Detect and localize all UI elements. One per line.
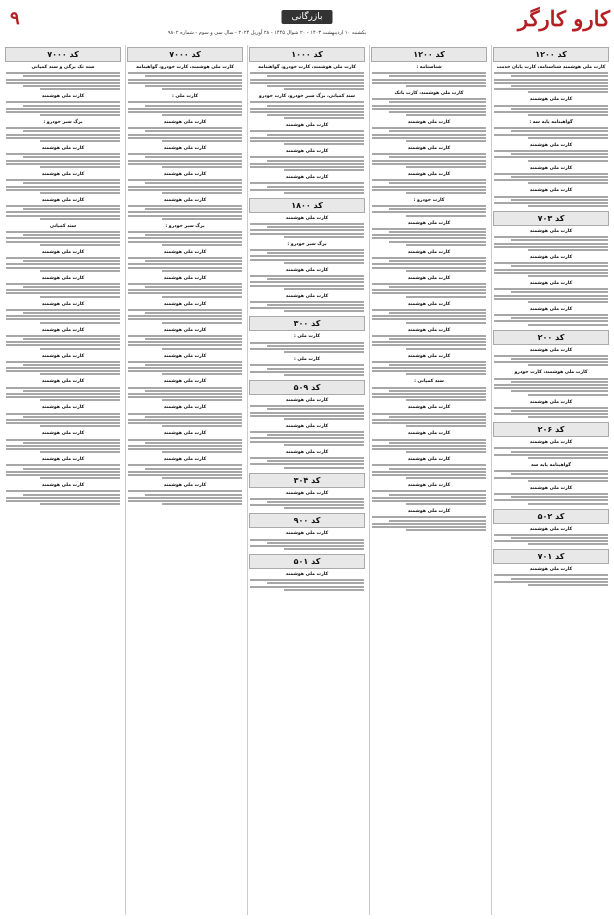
ad-title: کارت ملی هوشمند	[41, 275, 85, 281]
classified-ad	[128, 65, 242, 90]
classified-ad	[128, 276, 242, 298]
classified-ad	[494, 400, 608, 419]
ad-title: کارت ملی هوشمند	[407, 509, 451, 515]
ad-title: کارت ملی هوشمند	[163, 457, 207, 463]
classified-ad	[250, 294, 364, 313]
ad-title: کارت ملی هوشمند	[407, 353, 451, 359]
ad-title: کارت ملی هوشمند	[529, 399, 573, 405]
code-header: کد ۱۰۰۰	[249, 47, 365, 62]
classified-ad	[128, 483, 242, 505]
ad-title: کارت ملی هوشمند	[407, 146, 451, 151]
ad-body-text	[494, 127, 608, 139]
code-header: کد ۳۰۰	[249, 316, 365, 331]
classified-ad	[250, 216, 364, 238]
classified-ad	[6, 224, 120, 246]
code-header: کد ۵۰۲	[493, 509, 609, 524]
classified-ad	[6, 405, 120, 427]
ad-body-text	[6, 205, 120, 220]
classified-ad	[372, 198, 486, 217]
ad-title: کارت ملی هوشمند	[163, 197, 207, 203]
ad-body-text	[494, 574, 608, 586]
ad-body-text	[128, 72, 242, 90]
classified-ad	[6, 146, 120, 168]
classified-ad	[128, 224, 242, 246]
classified-ad	[494, 120, 608, 139]
ad-body-text	[494, 470, 608, 482]
ad-title: گواهینامه پایه سه :	[529, 120, 573, 126]
ad-body-text	[6, 464, 120, 479]
newspaper-logo: کارو کارگر	[517, 6, 610, 31]
ad-title: کارت ملی هوشمند	[41, 483, 85, 489]
classified-ad	[250, 424, 364, 446]
ad-body-text	[494, 534, 608, 546]
ad-body-text	[372, 72, 486, 87]
ad-body-text	[250, 223, 364, 238]
ad-body-text	[372, 516, 486, 531]
classified-ad	[128, 405, 242, 427]
ad-body-text	[128, 361, 242, 376]
ad-title: کارت ملی هوشمند	[407, 120, 451, 126]
ad-body-text	[250, 405, 364, 420]
ad-title: کارت ملی هوشمند	[41, 457, 85, 463]
ad-title: سند کمپانی، برگ سبز خودرو، کارت خودرو	[258, 94, 356, 100]
ad-title: کارت ملی هوشمند	[529, 165, 573, 171]
ad-body-text	[250, 539, 364, 551]
ad-title: کارت ملی هوشمند	[407, 327, 451, 333]
classified-ad	[372, 91, 486, 116]
classified-ad	[250, 242, 364, 264]
ad-body-text	[6, 361, 120, 376]
classified-ad	[128, 250, 242, 272]
ad-body-text	[6, 490, 120, 505]
ad-body-text	[250, 457, 364, 469]
ad-column	[4, 45, 122, 915]
code-header: کد ۲۰۰	[493, 330, 609, 345]
ad-title: کارت ملی هوشمند	[529, 306, 573, 312]
classified-ad	[250, 334, 364, 353]
ad-title: کارت ملی هوشمند	[407, 249, 451, 255]
code-header: کد ۵۰۹	[249, 380, 365, 395]
ad-title: برگ سبز خودرو :	[287, 241, 327, 247]
classified-ad	[494, 463, 608, 482]
classified-ad	[128, 302, 242, 324]
ad-title: کارت ملی هوشمند	[41, 405, 85, 411]
ad-title: کارت ملی هوشمند	[41, 249, 85, 255]
ad-body-text	[6, 72, 120, 90]
ad-title: کارت ملی هوشمند	[163, 327, 207, 333]
section-title: بازرگانی	[282, 10, 333, 24]
ad-title: کارت ملی هوشمند	[163, 146, 207, 151]
classified-ad	[372, 379, 486, 401]
ad-body-text	[128, 205, 242, 220]
ad-body-text	[250, 101, 364, 119]
ad-title: کارت ملی هوشمند	[41, 379, 85, 385]
classified-ad	[6, 276, 120, 298]
ad-title: کارت ملی هوشمند	[163, 301, 207, 307]
ad-body-text	[372, 413, 486, 428]
ad-title: کارت ملی هوشمند	[529, 97, 573, 103]
ad-title: کارت ملی هوشمند	[163, 275, 207, 281]
ad-body-text	[250, 156, 364, 171]
ad-title: کارت ملی هوشمند	[529, 567, 573, 573]
ad-title: کارت ملی هوشمند	[407, 431, 451, 437]
ad-title: سند کمپانی	[49, 223, 77, 229]
classified-ad	[6, 94, 120, 116]
ad-body-text	[6, 153, 120, 168]
ad-body-text	[250, 431, 364, 446]
classified-ad	[494, 567, 608, 586]
ad-column	[247, 45, 366, 915]
ad-body-text	[494, 407, 608, 419]
classified-ad	[494, 307, 608, 326]
ad-body-text	[372, 127, 486, 142]
classified-ad	[6, 65, 120, 90]
ad-title: سند تک برگی و سند کمپانی	[31, 65, 95, 70]
classified-ad	[250, 65, 364, 90]
classified-ad	[372, 431, 486, 453]
ad-title: کارت ملی :	[293, 357, 321, 363]
classified-ad	[6, 302, 120, 324]
ad-title: کارت ملی هوشمند	[285, 423, 329, 429]
ad-title: کارت ملی هوشمند	[529, 485, 573, 491]
ad-body-text	[6, 439, 120, 454]
page-number: ۹	[10, 8, 20, 29]
ad-body-text	[494, 105, 608, 117]
ad-body-text	[6, 387, 120, 402]
ad-body-text	[250, 364, 364, 376]
classified-ad	[6, 120, 120, 142]
ad-body-text	[250, 72, 364, 90]
ad-title: کارت ملی هوشمند	[529, 255, 573, 260]
ad-body-text	[128, 127, 242, 142]
ad-title: کارت ملی هوشمند	[41, 301, 85, 307]
classified-ad	[250, 149, 364, 171]
classified-ad	[6, 379, 120, 401]
ad-title: کارت ملی هوشمند، کارت خودرو، گواهینامه	[258, 65, 356, 70]
ad-title: کارت ملی هوشمند	[285, 123, 329, 129]
classified-ad	[6, 483, 120, 505]
classified-ad	[494, 97, 608, 116]
ad-title: کارت ملی هوشمند شناسنامه، کارت پایان خدمت	[496, 65, 606, 70]
ad-body-text	[372, 387, 486, 402]
classified-ad	[6, 354, 120, 376]
ad-body-text	[250, 275, 364, 290]
ad-title: کارت ملی هوشمند	[163, 483, 207, 489]
ad-body-text	[6, 309, 120, 324]
ad-title: کارت ملی هوشمند، کارت خودرو، گواهینامه	[136, 65, 234, 70]
ad-title: کارت ملی هوشمند	[285, 531, 329, 537]
classified-ad	[250, 450, 364, 469]
classified-ad	[250, 357, 364, 376]
ad-title: گواهینامه پایه سه	[531, 463, 571, 468]
classified-ad	[128, 431, 242, 453]
ad-body-text	[372, 257, 486, 272]
code-header: کد ۱۲۰۰	[493, 47, 609, 62]
ad-title: کارت ملی :	[171, 94, 199, 100]
ad-body-text	[372, 361, 486, 376]
ad-title: شناسنامه :	[416, 65, 442, 70]
ad-title: کارت ملی هوشمند	[529, 188, 573, 194]
classified-ad	[372, 457, 486, 479]
classified-ad	[6, 431, 120, 453]
ad-body-text	[6, 283, 120, 298]
classified-ad	[494, 281, 608, 303]
code-header: کد ۱۸۰۰	[249, 198, 365, 213]
classified-ad	[372, 354, 486, 376]
ad-title: کارت ملی هوشمند	[529, 280, 573, 286]
ad-title: کارت ملی هوشمند	[41, 94, 85, 100]
ad-title: کارت ملی هوشمند	[529, 229, 573, 235]
ad-title: کارت ملی هوشمند	[407, 171, 451, 177]
ad-body-text	[494, 236, 608, 251]
ad-title: کارت ملی هوشمند	[163, 353, 207, 359]
ad-body-text	[250, 182, 364, 194]
ad-body-text	[372, 205, 486, 217]
ad-body-text	[250, 301, 364, 313]
classified-ad	[250, 531, 364, 550]
ad-title: کارت ملی هوشمند	[529, 347, 573, 353]
ad-title: کارت ملی هوشمند	[163, 171, 207, 177]
classifieds-columns	[4, 45, 610, 915]
ad-body-text	[250, 249, 364, 264]
classified-ad	[250, 572, 364, 591]
ad-body-text	[250, 579, 364, 591]
ad-title: کارت ملی هوشمند	[407, 275, 451, 281]
code-header: کد ۳۰۴	[249, 473, 365, 488]
classified-ad	[372, 483, 486, 505]
classified-ad	[494, 486, 608, 505]
ad-title: کارت ملی هوشمند	[163, 120, 207, 126]
classified-ad	[128, 120, 242, 142]
ad-body-text	[128, 179, 242, 194]
code-header: کد ۷۰۳	[493, 211, 609, 226]
ad-body-text	[128, 283, 242, 298]
ad-title: کارت ملی هوشمند	[41, 353, 85, 359]
ad-title: سند کمپانی :	[414, 379, 444, 385]
dateline: یکشنبه ۱۰ اردیبهشت ۱۴۰۳ - ۲۰ شوال ۱۴۴۵ - ۲۸ آوریل ۲۰۲۴ - سال سی و سوم - شماره ۹۸۰۲	[167, 30, 367, 36]
ad-body-text	[372, 153, 486, 168]
classified-ad	[494, 348, 608, 367]
ad-body-text	[128, 439, 242, 454]
classified-ad	[128, 328, 242, 350]
classified-ad	[128, 198, 242, 220]
classified-ad	[494, 143, 608, 162]
ad-body-text	[372, 335, 486, 350]
classified-ad	[372, 328, 486, 350]
ad-body-text	[494, 173, 608, 185]
classified-ad	[6, 457, 120, 479]
classified-ad	[372, 146, 486, 168]
ad-body-text	[372, 464, 486, 479]
classified-ad	[128, 94, 242, 116]
ad-body-text	[6, 335, 120, 350]
classified-ad	[6, 172, 120, 194]
ad-body-text	[494, 447, 608, 459]
ad-title: کارت ملی هوشمند	[407, 220, 451, 226]
ad-title: کارت ملی :	[293, 334, 321, 340]
classified-ad	[372, 276, 486, 298]
ad-title: کارت ملی هوشمند	[285, 149, 329, 155]
ad-column	[491, 45, 610, 915]
ad-title: برگ سبز خودرو :	[43, 120, 83, 126]
ad-body-text	[372, 179, 486, 194]
classified-ad	[250, 491, 364, 510]
ad-body-text	[494, 288, 608, 303]
ad-title: کارت ملی هوشمند	[529, 440, 573, 446]
classified-ad	[494, 166, 608, 185]
ad-body-text	[6, 231, 120, 246]
classified-ad	[128, 354, 242, 376]
classified-ad	[128, 172, 242, 194]
ad-body-text	[128, 309, 242, 324]
ad-body-text	[494, 355, 608, 367]
ad-title: کارت ملی هوشمند	[407, 483, 451, 489]
ad-title: کارت ملی هوشمند	[163, 405, 207, 411]
classified-ad	[372, 65, 486, 87]
code-header: کد ۱۲۰۰	[371, 47, 487, 62]
ad-body-text	[372, 490, 486, 505]
ad-body-text	[372, 439, 486, 454]
ad-body-text	[6, 101, 120, 116]
ad-body-text	[494, 378, 608, 396]
ad-body-text	[372, 228, 486, 246]
ad-title: کارت ملی هوشمند	[407, 301, 451, 307]
ad-title: کارت ملی هوشمند	[285, 175, 329, 181]
ad-body-text	[128, 335, 242, 350]
classified-ad	[128, 146, 242, 168]
ad-body-text	[494, 262, 608, 277]
ad-body-text	[250, 498, 364, 510]
classified-ad	[372, 221, 486, 246]
ad-column	[369, 45, 488, 915]
classified-ad	[494, 65, 608, 93]
classified-ad	[6, 198, 120, 220]
classified-ad	[250, 398, 364, 420]
ad-body-text	[128, 153, 242, 168]
ad-title: برگ سبز خودرو :	[165, 223, 205, 229]
ad-body-text	[494, 314, 608, 326]
ad-title: کارت ملی هوشمند	[41, 146, 85, 151]
classified-ad	[250, 268, 364, 290]
classified-ad	[250, 123, 364, 145]
ad-column	[125, 45, 244, 915]
classified-ad	[250, 94, 364, 119]
ad-body-text	[128, 464, 242, 479]
ad-title: کارت ملی هوشمند	[41, 171, 85, 177]
ad-title: کارت ملی هوشمند	[407, 405, 451, 411]
ad-body-text	[372, 98, 486, 116]
ad-title: کارت ملی هوشمند، کارت بانک	[394, 90, 464, 96]
ad-title: کارت ملی هوشمند	[285, 215, 329, 221]
classified-ad	[372, 250, 486, 272]
classified-ad	[372, 405, 486, 427]
classified-ad	[372, 120, 486, 142]
ad-title: کارت ملی هوشمند	[285, 397, 329, 403]
ad-title: کارت ملی هوشمند	[41, 431, 85, 437]
ad-title: کارت ملی هوشمند	[285, 490, 329, 496]
code-header: کد ۵۰۱	[249, 554, 365, 569]
classified-ad	[494, 255, 608, 277]
ad-body-text	[128, 257, 242, 272]
ad-body-text	[128, 101, 242, 116]
ad-title: کارت ملی هوشمند	[163, 379, 207, 385]
ad-title: کارت ملی هوشمند	[41, 327, 85, 333]
ad-body-text	[494, 196, 608, 208]
ad-body-text	[494, 493, 608, 505]
classified-ad	[494, 229, 608, 251]
ad-title: کارت ملی هوشمند	[285, 267, 329, 273]
classified-ad	[372, 172, 486, 194]
code-header: کد ۹۰۰	[249, 513, 365, 528]
ad-body-text	[128, 490, 242, 505]
classified-ad	[6, 328, 120, 350]
code-header: کد ۲۰۶	[493, 422, 609, 437]
code-header: کد ۷۰۰۰	[127, 47, 243, 62]
ad-title: کارت ملی هوشمند	[285, 293, 329, 299]
classified-ad	[494, 527, 608, 546]
classified-ad	[494, 440, 608, 459]
ad-body-text	[372, 309, 486, 324]
ad-body-text	[128, 231, 242, 246]
ad-title: کارت ملی هوشمند	[529, 526, 573, 532]
ad-title: کارت ملی هوشمند، کارت خودرو	[514, 370, 588, 376]
classified-ad	[372, 302, 486, 324]
classified-ad	[494, 188, 608, 207]
ad-title: کارت ملی هوشمند	[41, 197, 85, 203]
ad-title: کارت ملی هوشمند	[163, 249, 207, 255]
ad-body-text	[494, 150, 608, 162]
ad-body-text	[128, 387, 242, 402]
ad-body-text	[250, 130, 364, 145]
ad-body-text	[128, 413, 242, 428]
ad-body-text	[6, 179, 120, 194]
classified-ad	[494, 370, 608, 395]
classified-ad	[128, 379, 242, 401]
classified-ad	[250, 175, 364, 194]
ad-body-text	[6, 413, 120, 428]
ad-body-text	[494, 72, 608, 93]
code-header: کد ۷۰۰۰	[5, 47, 121, 62]
ad-body-text	[6, 127, 120, 142]
ad-body-text	[372, 283, 486, 298]
ad-title: کارت ملی هوشمند	[285, 572, 329, 578]
code-header: کد ۷۰۱	[493, 549, 609, 564]
classified-ad	[128, 457, 242, 479]
ad-title: کارت ملی هوشمند	[407, 457, 451, 463]
classified-ad	[372, 509, 486, 531]
ad-title: کارت ملی هوشمند	[285, 449, 329, 455]
ad-title: کارت خودرو :	[413, 197, 445, 203]
classified-ad	[6, 250, 120, 272]
ad-title: کارت ملی هوشمند	[163, 431, 207, 437]
ad-body-text	[6, 257, 120, 272]
ad-title: کارت ملی هوشمند	[529, 142, 573, 148]
ad-body-text	[250, 342, 364, 354]
